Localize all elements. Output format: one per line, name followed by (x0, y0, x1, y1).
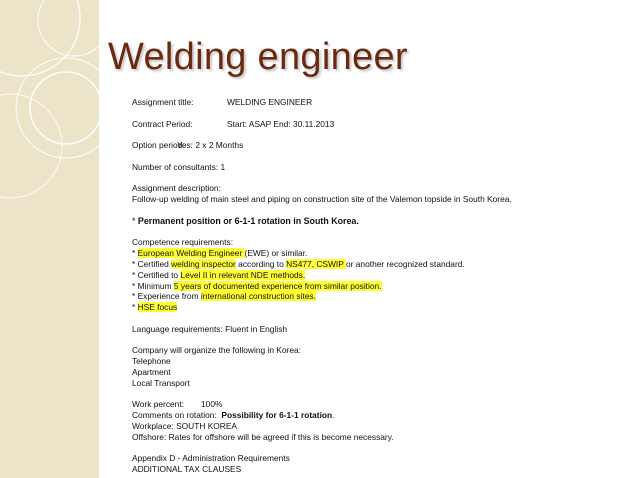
option-period-label: Option period: (132, 140, 185, 151)
permanent-position-text: Permanent position or 6-1-1 rotation in South Korea. (137, 215, 359, 226)
assignment-title-label: Assignment title: (132, 97, 194, 107)
workplace-line: Workplace: SOUTH KOREA (132, 420, 238, 431)
competence-item-hse: * HSE focus (132, 302, 178, 313)
description-label: Assignment description: (132, 183, 221, 194)
competence-item-ewe: * European Welding Engineer (EWE) or similar. (132, 248, 308, 259)
description-text: Follow-up welding of main steel and piping on construction site of the Valemon topside in South Korea. (132, 194, 512, 205)
competence-item-experience-years: * Minimum 5 years of documented experience from similar position. (132, 280, 382, 291)
permanent-position-line (132, 216, 612, 227)
assignment-title-row (132, 97, 612, 108)
work-percent-value: 100% (201, 399, 223, 410)
highlight-ewe: European Welding Engineer (137, 248, 245, 259)
contract-period-row (132, 119, 612, 130)
highlight-experience-years: 5 years of documented experience from similar position. (173, 280, 382, 291)
language-requirements: Language requirements: Fluent in English (132, 323, 288, 334)
competence-label: Competence requirements: (132, 237, 234, 248)
competence-item-inspector: * Certified welding inspector according to NS477, CSWIP or another recognized standard. (132, 258, 465, 269)
assignment-document (132, 97, 612, 475)
rotation-label: Comments on rotation: (132, 410, 217, 421)
contract-period-label: Contract Period: (132, 118, 193, 129)
org-item-telephone: Telephone (132, 356, 171, 367)
rotation-comment-row: Comments on rotation: Possibility for 6-1-1 rotation. (132, 410, 335, 421)
assignment-title-value: WELDING ENGINEER (227, 97, 313, 107)
appendix-line: Appendix D - Administration Requirements (132, 453, 290, 464)
option-period-value: Yes: 2 x 2 Months (177, 140, 244, 151)
highlight-international: international construction sites. (200, 291, 316, 302)
decorative-circles (0, 0, 120, 240)
offshore-line: Offshore: Rates for offshore will be agreed if this is become necessary. (132, 431, 394, 442)
contract-period-value: Start: ASAP End: 30.11.2013 (227, 118, 335, 129)
bullet: * (132, 215, 138, 226)
work-percent-label: Work percent: (132, 399, 184, 410)
org-item-apartment: Apartment (132, 366, 171, 377)
org-item-transport: Local Transport (132, 377, 190, 388)
consultants-line: Number of consultants: 1 (132, 161, 226, 172)
competence-item-nde: * Certified to Level II in relevant NDE methods. (132, 269, 306, 280)
highlight-welding-inspector: welding inspector (171, 258, 236, 269)
highlight-hse: HSE focus (137, 302, 178, 313)
tax-clauses-line: ADDITIONAL TAX CLAUSES (132, 464, 242, 475)
rotation-value: Possibility for 6-1-1 rotation (221, 410, 333, 421)
competence-item-international: * Experience from international construction sites. (132, 291, 316, 302)
option-period-row (132, 140, 612, 151)
work-percent-row (132, 399, 612, 410)
company-organize-intro: Company will organize the following in Korea: (132, 345, 301, 356)
highlight-nde: Level II in relevant NDE methods. (180, 269, 306, 280)
slide-title: Welding engineer (108, 36, 408, 78)
highlight-standards: NS477, CSWIP (286, 258, 346, 269)
